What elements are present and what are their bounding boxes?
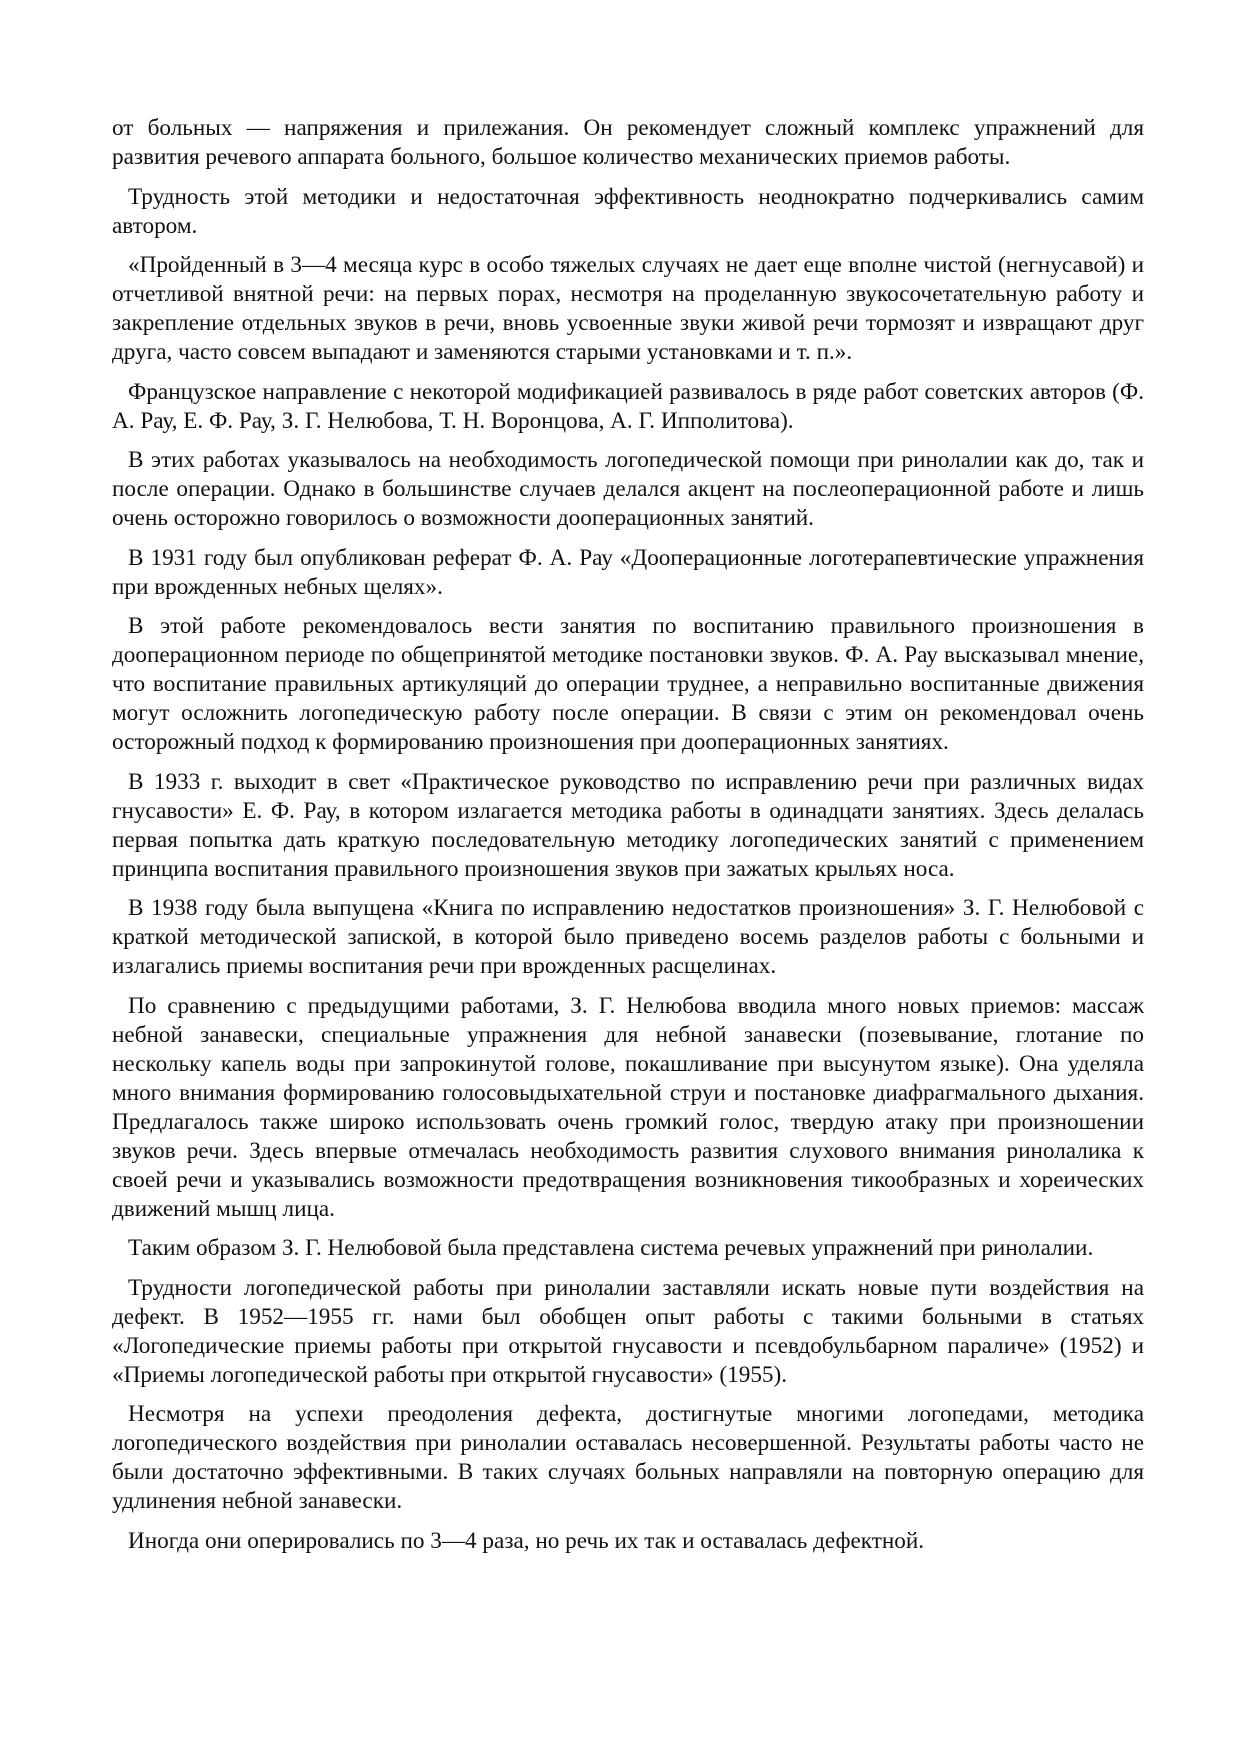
- paragraph: Иногда они оперировались по 3—4 раза, но речь их так и оставалась дефектной.: [128, 1527, 925, 1554]
- quote-paragraph: «Пройденный в 3—4 месяца курс в особо тяжелых случаях не дает еще вполне чистой (негнусавой) и отчетливой внятной речи: на первых порах, несмотря на проделанную звукосочетательную работу и закрепление отдельных звуков в речи, вновь усвоенные звуки живой речи тормозят и извращают друг друга, часто совсем выпадают и заменяются старыми установками и т. п.».: [112, 252, 1144, 365]
- paragraph: По сравнению с предыдущими работами, З. Г. Нелюбова вводила много новых приемов: массаж небной занавески, специальные упражнения для небной занавески (позевывание, глотание по нескольку капель воды при запрокинутой голове, покашливание при высунутом языке). Она уделяла много внимания формированию голосовыдыхательной струи и постановке диафрагмального дыхания. Предлагалось также широко использовать очень громкий голос, твердую атаку при произношении звуков речи. Здесь впервые отмечалась необходимость развития слухового внимания ринолалика к своей речи и указывались возможности предотвращения возникновения тикообразных и хореических движений мышц лица.: [112, 992, 1144, 1222]
- paragraph: от больных — напряжения и прилежания. Он рекомендует сложный комплекс упражнений для развития речевого аппарата больного, большое количество механических приемов работы.: [112, 115, 1144, 170]
- paragraph: Французское направление с некоторой модификацией развивалось в ряде работ советских авторов (Ф. А. Рау, Е. Ф. Рау, З. Г. Нелюбова, Т. Н. Воронцова, А. Г. Ипполитова).: [112, 378, 1144, 434]
- paragraph: В этой работе рекомендовалось вести занятия по воспитанию правильного произношения в дооперационном периоде по общепринятой методике постановки звуков. Ф. А. Рау высказывал мнение, что воспитание правильных артикуляций до операции труднее, а неправильно воспитанные движения могут осложнить логопедическую работу после операции. В связи с этим он рекомендовал очень осторожный подход к формированию произношения при дооперационных занятиях.: [112, 613, 1144, 755]
- paragraph: Трудности логопедической работы при ринолалии заставляли искать новые пути воздействия на дефект. В 1952—1955 гг. нами был обобщен опыт работы с такими больными в статьях «Логопедические приемы работы при открытой гнусавости и псевдобульбарном параличе» (1952) и «Приемы логопедической работы при открытой гнусавости» (1955).: [112, 1274, 1144, 1388]
- paragraph: В этих работах указывалось на необходимость логопедической помощи при ринолалии как до, так и после операции. Однако в большинстве случаев делался акцент на послеоперационной работе и лишь очень осторожно говорилось о возможности дооперационных занятий.: [112, 447, 1144, 531]
- paragraph: В 1931 году был опубликован реферат Ф. А. Рау «Дооперационные логотерапевтические упражнения при врожденных небных щелях».: [112, 544, 1144, 600]
- paragraph: Таким образом З. Г. Нелюбовой была представлена система речевых упражнений при ринолалии.: [128, 1235, 1094, 1261]
- paragraph: Несмотря на успехи преодоления дефекта, достигнутые многими логопедами, методика логопедического воздействия при ринолалии оставалась несовершенной. Результаты работы часто не были достаточно эффективными. В таких случаях больных направляли на повторную операцию для удлинения небной занавески.: [112, 1401, 1144, 1514]
- paragraph: В 1938 году была выпущена «Книга по исправлению недостатков произношения» З. Г. Нелюбовой с краткой методической запиской, в которой было приведено восемь разделов работы с больными и излагались приемы воспитания речи при врожденных расщелинах.: [112, 895, 1144, 979]
- paragraph: Трудность этой методики и недостаточная эффективность неоднократно подчеркивались самим автором.: [112, 183, 1144, 239]
- paragraph: В 1933 г. выходит в свет «Практическое руководство по исправлению речи при различных видах гнусавости» Е. Ф. Рау, в котором излагается методика работы в одинадцати занятиях. Здесь делалась первая попытка дать краткую последовательную методику логопедических занятий с применением принципа воспитания правильного произношения звуков при зажатых крыльях носа.: [112, 768, 1144, 882]
- document-page: [112, 114, 1144, 1566]
